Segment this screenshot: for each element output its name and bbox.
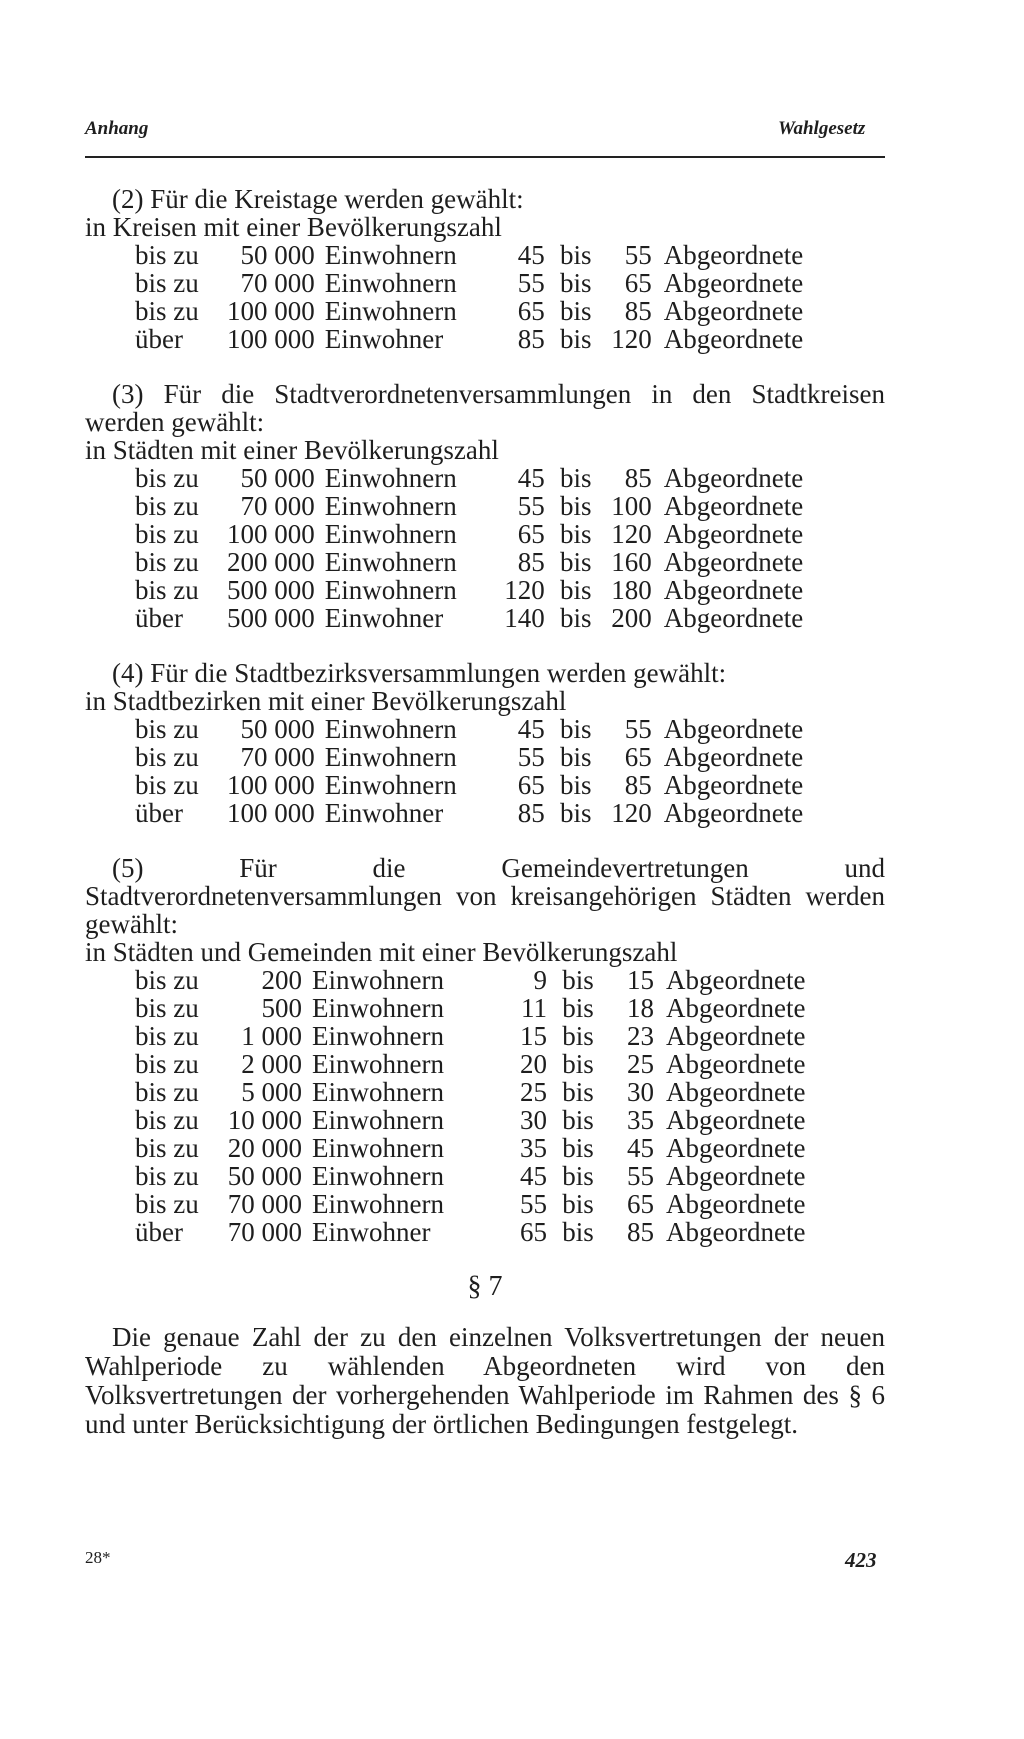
population-unit: Einwohnern xyxy=(324,519,457,549)
population-value: 500 000 xyxy=(227,603,315,633)
max-seats: 120 xyxy=(611,798,652,828)
range-word: bis xyxy=(562,1161,594,1191)
signature-mark: 28* xyxy=(85,1548,111,1567)
seat-table xyxy=(135,241,803,353)
seats-label: Abgeordnete xyxy=(663,714,804,744)
min-seats: 85 xyxy=(517,324,545,354)
max-seats: 30 xyxy=(627,1077,654,1107)
section-intro: in Kreisen mit einer Bevölkerungszahl xyxy=(85,212,502,242)
population-unit: Einwohnern xyxy=(324,491,457,521)
row-prefix: über xyxy=(135,603,183,633)
range-word: bis xyxy=(562,1021,594,1051)
population-value: 70 000 xyxy=(227,1189,302,1219)
population-unit: Einwohner xyxy=(324,603,444,633)
population-value: 100 000 xyxy=(227,519,315,549)
range-word: bis xyxy=(562,965,594,995)
seats-label: Abgeordnete xyxy=(663,575,804,605)
seats-label: Abgeordnete xyxy=(666,1133,806,1163)
range-word: bis xyxy=(559,603,592,633)
range-word: bis xyxy=(559,547,592,577)
max-seats: 15 xyxy=(627,965,654,995)
seats-label: Abgeordnete xyxy=(666,993,806,1023)
max-seats: 35 xyxy=(627,1105,654,1135)
min-seats: 65 xyxy=(520,1217,547,1247)
seat-table xyxy=(135,715,803,827)
min-seats: 9 xyxy=(533,965,547,995)
population-value: 70 000 xyxy=(227,1217,302,1247)
table-row xyxy=(135,1078,805,1106)
min-seats: 55 xyxy=(517,742,545,772)
row-prefix: bis zu xyxy=(135,1049,199,1079)
section-intro: (5) Für die Gemeindevertretungen und Stadtverordnetenversammlungen von kreisangehörigen Städten werden gewählt: xyxy=(85,853,885,939)
row-prefix: bis zu xyxy=(135,491,199,521)
min-seats: 55 xyxy=(517,268,545,298)
range-word: bis xyxy=(559,491,592,521)
seats-label: Abgeordnete xyxy=(663,463,804,493)
range-word: bis xyxy=(559,296,592,326)
table-row xyxy=(135,1134,805,1162)
range-word: bis xyxy=(559,798,592,828)
min-seats: 20 xyxy=(520,1049,547,1079)
seats-label: Abgeordnete xyxy=(666,1021,806,1051)
running-head-right: Wahlgesetz xyxy=(778,118,866,139)
seats-label: Abgeordnete xyxy=(663,770,804,800)
table-row xyxy=(135,1218,805,1246)
table-row xyxy=(135,771,803,799)
running-head-left: Anhang xyxy=(85,118,149,139)
table-row xyxy=(135,994,805,1022)
row-prefix: bis zu xyxy=(135,1105,199,1135)
seats-label: Abgeordnete xyxy=(663,240,804,270)
row-prefix: bis zu xyxy=(135,1161,199,1191)
page-content xyxy=(85,185,885,1439)
population-unit: Einwohnern xyxy=(312,1105,444,1135)
min-seats: 45 xyxy=(517,714,545,744)
min-seats: 140 xyxy=(504,603,545,633)
population-value: 500 xyxy=(261,993,302,1023)
population-value: 200 xyxy=(261,965,302,995)
table-row xyxy=(135,1050,805,1078)
population-value: 70 000 xyxy=(240,742,315,772)
min-seats: 45 xyxy=(517,240,545,270)
seat-table xyxy=(135,464,803,632)
population-value: 20 000 xyxy=(227,1133,302,1163)
table-row xyxy=(135,1190,805,1218)
population-value: 5 000 xyxy=(241,1077,302,1107)
max-seats: 85 xyxy=(624,463,652,493)
row-prefix: bis zu xyxy=(135,770,199,800)
max-seats: 120 xyxy=(611,519,652,549)
max-seats: 85 xyxy=(624,296,652,326)
min-seats: 85 xyxy=(517,547,545,577)
population-value: 1 000 xyxy=(241,1021,302,1051)
min-seats: 45 xyxy=(520,1161,547,1191)
population-unit: Einwohnern xyxy=(312,1133,444,1163)
population-value: 50 000 xyxy=(240,240,315,270)
section-intro: in Stadtbezirken mit einer Bevölkerungszahl xyxy=(85,686,567,716)
range-word: bis xyxy=(559,519,592,549)
population-unit: Einwohnern xyxy=(324,575,457,605)
seats-label: Abgeordnete xyxy=(666,965,806,995)
seats-label: Abgeordnete xyxy=(666,1217,806,1247)
min-seats: 65 xyxy=(517,296,545,326)
max-seats: 85 xyxy=(627,1217,654,1247)
min-seats: 55 xyxy=(517,491,545,521)
population-value: 100 000 xyxy=(227,770,315,800)
range-word: bis xyxy=(559,240,592,270)
seats-label: Abgeordnete xyxy=(663,798,804,828)
population-value: 100 000 xyxy=(227,324,315,354)
population-unit: Einwohnern xyxy=(324,296,457,326)
table-row xyxy=(135,1106,805,1134)
row-prefix: bis zu xyxy=(135,1189,199,1219)
row-prefix: bis zu xyxy=(135,714,199,744)
seats-label: Abgeordnete xyxy=(663,296,804,326)
range-word: bis xyxy=(562,1189,594,1219)
table-row xyxy=(135,1162,805,1190)
population-unit: Einwohnern xyxy=(324,770,457,800)
row-prefix: bis zu xyxy=(135,547,199,577)
population-value: 500 000 xyxy=(227,575,315,605)
row-prefix: bis zu xyxy=(135,519,199,549)
seats-label: Abgeordnete xyxy=(663,324,804,354)
section-intro: (4) Für die Stadtbezirksversammlungen werden gewählt: xyxy=(112,658,727,688)
range-word: bis xyxy=(559,714,592,744)
row-prefix: bis zu xyxy=(135,993,199,1023)
table-row xyxy=(135,325,803,353)
row-prefix: bis zu xyxy=(135,240,199,270)
population-unit: Einwohnern xyxy=(312,1161,444,1191)
min-seats: 85 xyxy=(517,798,545,828)
range-word: bis xyxy=(559,463,592,493)
row-prefix: bis zu xyxy=(135,742,199,772)
min-seats: 65 xyxy=(517,519,545,549)
row-prefix: bis zu xyxy=(135,268,199,298)
range-word: bis xyxy=(562,1105,594,1135)
max-seats: 65 xyxy=(624,268,652,298)
range-word: bis xyxy=(559,268,592,298)
table-row xyxy=(135,492,803,520)
max-seats: 120 xyxy=(611,324,652,354)
min-seats: 45 xyxy=(517,463,545,493)
max-seats: 180 xyxy=(611,575,652,605)
population-unit: Einwohnern xyxy=(312,1049,444,1079)
population-unit: Einwohnern xyxy=(312,1189,444,1219)
table-row xyxy=(135,604,803,632)
row-prefix: bis zu xyxy=(135,463,199,493)
population-unit: Einwohnern xyxy=(324,268,457,298)
row-prefix: bis zu xyxy=(135,1077,199,1107)
range-word: bis xyxy=(562,1077,594,1107)
row-prefix: bis zu xyxy=(135,296,199,326)
min-seats: 30 xyxy=(520,1105,547,1135)
range-word: bis xyxy=(559,742,592,772)
min-seats: 65 xyxy=(517,770,545,800)
row-prefix: bis zu xyxy=(135,1133,199,1163)
population-value: 10 000 xyxy=(227,1105,302,1135)
population-unit: Einwohnern xyxy=(312,1021,444,1051)
max-seats: 25 xyxy=(627,1049,654,1079)
max-seats: 23 xyxy=(627,1021,654,1051)
population-unit: Einwohnern xyxy=(324,742,457,772)
min-seats: 11 xyxy=(521,993,547,1023)
table-row xyxy=(135,966,805,994)
population-unit: Einwohner xyxy=(324,798,444,828)
min-seats: 55 xyxy=(520,1189,547,1219)
seats-label: Abgeordnete xyxy=(666,1189,806,1219)
section-4 xyxy=(85,659,885,827)
min-seats: 15 xyxy=(520,1021,547,1051)
range-word: bis xyxy=(559,324,592,354)
max-seats: 45 xyxy=(627,1133,654,1163)
population-value: 100 000 xyxy=(227,798,315,828)
max-seats: 55 xyxy=(627,1161,654,1191)
section-intro: (3) Für die Stadtverordnetenversammlungen in den Stadtkreisen werden gewählt: xyxy=(85,379,885,437)
section-3 xyxy=(85,380,885,632)
range-word: bis xyxy=(562,993,594,1023)
seat-table xyxy=(135,966,805,1246)
seats-label: Abgeordnete xyxy=(663,268,804,298)
max-seats: 18 xyxy=(627,993,654,1023)
seats-label: Abgeordnete xyxy=(666,1077,806,1107)
max-seats: 55 xyxy=(624,714,652,744)
section-intro: (2) Für die Kreistage werden gewählt: xyxy=(112,184,524,214)
section-intro: in Städten mit einer Bevölkerungszahl xyxy=(85,435,499,465)
row-prefix: über xyxy=(135,324,183,354)
header-rule xyxy=(85,156,885,158)
table-row xyxy=(135,743,803,771)
seats-label: Abgeordnete xyxy=(663,547,804,577)
range-word: bis xyxy=(559,770,592,800)
seats-label: Abgeordnete xyxy=(666,1105,806,1135)
population-value: 200 000 xyxy=(227,547,315,577)
population-unit: Einwohnern xyxy=(324,240,457,270)
max-seats: 55 xyxy=(624,240,652,270)
table-row xyxy=(135,297,803,325)
max-seats: 85 xyxy=(624,770,652,800)
table-row xyxy=(135,799,803,827)
min-seats: 120 xyxy=(504,575,545,605)
range-word: bis xyxy=(559,575,592,605)
seats-label: Abgeordnete xyxy=(666,1161,806,1191)
table-row xyxy=(135,520,803,548)
range-word: bis xyxy=(562,1133,594,1163)
min-seats: 25 xyxy=(520,1077,547,1107)
table-row xyxy=(135,715,803,743)
range-word: bis xyxy=(562,1049,594,1079)
population-value: 100 000 xyxy=(227,296,315,326)
population-value: 50 000 xyxy=(240,714,315,744)
table-row xyxy=(135,576,803,604)
population-unit: Einwohnern xyxy=(312,993,444,1023)
population-unit: Einwohnern xyxy=(324,547,457,577)
range-word: bis xyxy=(562,1217,594,1247)
row-prefix: bis zu xyxy=(135,575,199,605)
population-value: 70 000 xyxy=(240,491,315,521)
seats-label: Abgeordnete xyxy=(663,742,804,772)
min-seats: 35 xyxy=(520,1133,547,1163)
section-2 xyxy=(85,185,885,353)
table-row xyxy=(135,1022,805,1050)
population-unit: Einwohner xyxy=(324,324,444,354)
row-prefix: bis zu xyxy=(135,965,199,995)
row-prefix: über xyxy=(135,798,183,828)
row-prefix: über xyxy=(135,1217,183,1247)
max-seats: 65 xyxy=(624,742,652,772)
table-row xyxy=(135,269,803,297)
seats-label: Abgeordnete xyxy=(663,491,804,521)
population-unit: Einwohnern xyxy=(324,463,457,493)
seats-label: Abgeordnete xyxy=(666,1049,806,1079)
section-5 xyxy=(85,854,885,1246)
population-unit: Einwohnern xyxy=(312,965,444,995)
population-unit: Einwohner xyxy=(312,1217,431,1247)
paragraph-text: Die genaue Zahl der zu den einzelnen Volksvertretungen der neuen Wahlperiode zu wählenden Abgeordneten wird von den Volksvertretungen der vorhergehenden Wahlperiode im Rahmen des § 6 und unter Berücksichtigung der örtlichen Bedingungen festgelegt. xyxy=(85,1322,885,1439)
population-unit: Einwohnern xyxy=(324,714,457,744)
max-seats: 200 xyxy=(611,603,652,633)
table-row xyxy=(135,548,803,576)
population-unit: Einwohnern xyxy=(312,1077,444,1107)
population-value: 70 000 xyxy=(240,268,315,298)
max-seats: 160 xyxy=(611,547,652,577)
population-value: 2 000 xyxy=(241,1049,302,1079)
seats-label: Abgeordnete xyxy=(663,603,804,633)
table-row xyxy=(135,464,803,492)
max-seats: 100 xyxy=(611,491,652,521)
section-intro: in Städten und Gemeinden mit einer Bevölkerungszahl xyxy=(85,937,678,967)
max-seats: 65 xyxy=(627,1189,654,1219)
page-number: 423 xyxy=(845,1548,877,1572)
population-value: 50 000 xyxy=(240,463,315,493)
row-prefix: bis zu xyxy=(135,1021,199,1051)
table-row xyxy=(135,241,803,269)
seats-label: Abgeordnete xyxy=(663,519,804,549)
population-value: 50 000 xyxy=(227,1161,302,1191)
paragraph-heading: § 7 xyxy=(467,1271,503,1302)
